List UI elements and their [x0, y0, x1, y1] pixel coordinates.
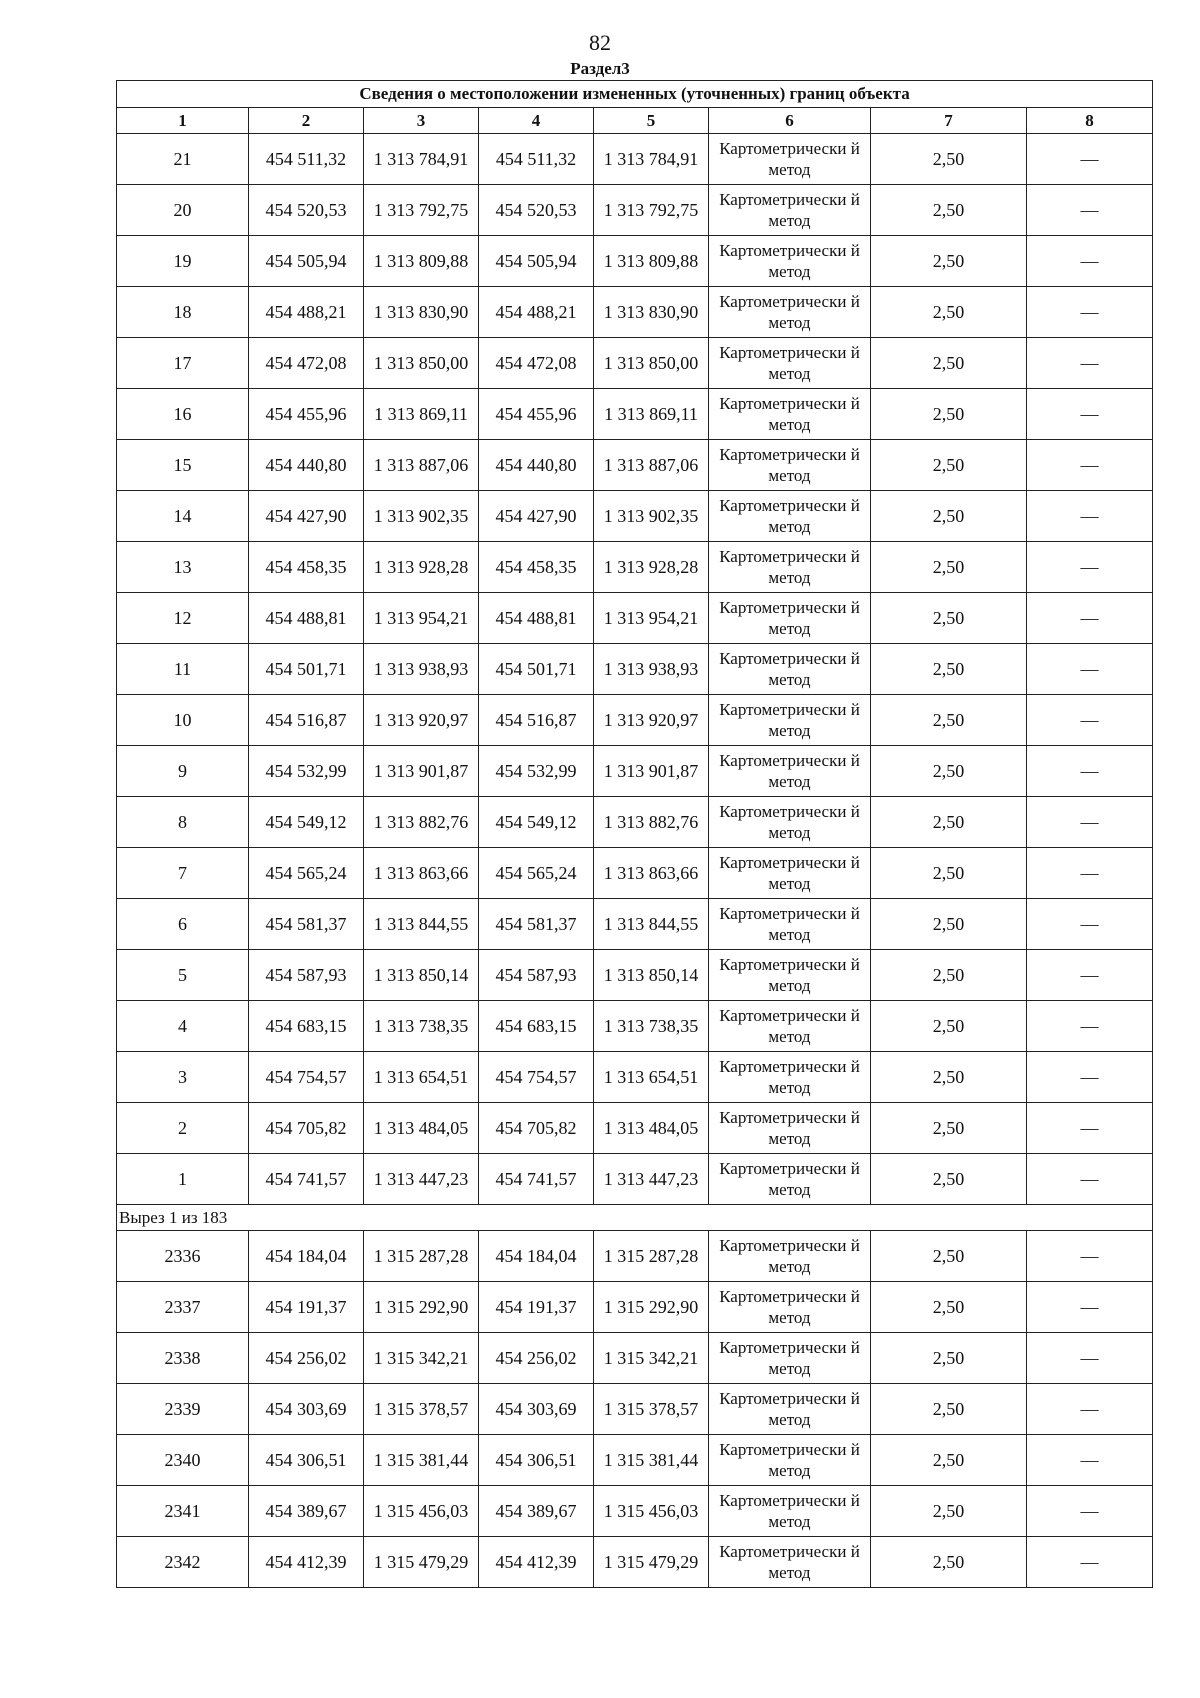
y-existing-cell: 1 313 902,35	[364, 491, 479, 542]
x-refined-cell: 454 705,82	[479, 1103, 594, 1154]
x-existing-cell: 454 520,53	[249, 185, 364, 236]
point-number-cell: 15	[117, 440, 249, 491]
point-number-cell: 2340	[117, 1435, 249, 1486]
method-cell: Картометрически й метод	[709, 1282, 871, 1333]
y-existing-cell: 1 313 830,90	[364, 287, 479, 338]
x-existing-cell: 454 505,94	[249, 236, 364, 287]
accuracy-cell: 2,50	[871, 491, 1027, 542]
x-existing-cell: 454 303,69	[249, 1384, 364, 1435]
y-existing-cell: 1 313 654,51	[364, 1052, 479, 1103]
x-existing-cell: 454 501,71	[249, 644, 364, 695]
page-number: 82	[589, 30, 611, 55]
accuracy-cell: 2,50	[871, 338, 1027, 389]
accuracy-cell: 2,50	[871, 1231, 1027, 1282]
y-refined-cell: 1 313 850,14	[594, 950, 709, 1001]
contour-subheading-row	[117, 1205, 1153, 1231]
x-existing-cell: 454 440,80	[249, 440, 364, 491]
description-cell: —	[1027, 1282, 1153, 1333]
y-refined-cell: 1 313 654,51	[594, 1052, 709, 1103]
point-number-cell: 12	[117, 593, 249, 644]
y-refined-cell: 1 313 920,97	[594, 695, 709, 746]
x-existing-cell: 454 587,93	[249, 950, 364, 1001]
point-number-cell: 6	[117, 899, 249, 950]
method-cell: Картометрически й метод	[709, 134, 871, 185]
accuracy-cell: 2,50	[871, 950, 1027, 1001]
y-existing-cell: 1 313 882,76	[364, 797, 479, 848]
point-number-cell: 5	[117, 950, 249, 1001]
point-number-cell: 9	[117, 746, 249, 797]
y-refined-cell: 1 313 882,76	[594, 797, 709, 848]
x-refined-cell: 454 191,37	[479, 1282, 594, 1333]
description-cell: —	[1027, 797, 1153, 848]
accuracy-cell: 2,50	[871, 746, 1027, 797]
table-row	[117, 848, 1153, 899]
table-row	[117, 389, 1153, 440]
x-refined-cell: 454 501,71	[479, 644, 594, 695]
y-existing-cell: 1 315 287,28	[364, 1231, 479, 1282]
description-cell: —	[1027, 695, 1153, 746]
y-refined-cell: 1 315 381,44	[594, 1435, 709, 1486]
description-cell: —	[1027, 440, 1153, 491]
x-refined-cell: 454 389,67	[479, 1486, 594, 1537]
point-number-cell: 10	[117, 695, 249, 746]
point-number-cell: 2341	[117, 1486, 249, 1537]
y-existing-cell: 1 313 954,21	[364, 593, 479, 644]
method-cell: Картометрически й метод	[709, 440, 871, 491]
point-number-cell: 19	[117, 236, 249, 287]
description-cell: —	[1027, 134, 1153, 185]
accuracy-cell: 2,50	[871, 1333, 1027, 1384]
point-number-cell: 8	[117, 797, 249, 848]
point-number-cell: 14	[117, 491, 249, 542]
accuracy-cell: 2,50	[871, 389, 1027, 440]
accuracy-cell: 2,50	[871, 1486, 1027, 1537]
y-existing-cell: 1 313 809,88	[364, 236, 479, 287]
accuracy-cell: 2,50	[871, 1537, 1027, 1588]
table-row	[117, 593, 1153, 644]
method-cell: Картометрически й метод	[709, 185, 871, 236]
table-caption-row	[117, 81, 1153, 108]
x-refined-cell: 454 683,15	[479, 1001, 594, 1052]
y-refined-cell: 1 313 902,35	[594, 491, 709, 542]
method-cell: Картометрически й метод	[709, 593, 871, 644]
table-row	[117, 1231, 1153, 1282]
method-cell: Картометрически й метод	[709, 1384, 871, 1435]
y-refined-cell: 1 313 830,90	[594, 287, 709, 338]
column-number-header: 7	[871, 108, 1027, 134]
x-refined-cell: 454 455,96	[479, 389, 594, 440]
column-number-header: 2	[249, 108, 364, 134]
y-existing-cell: 1 315 479,29	[364, 1537, 479, 1588]
accuracy-cell: 2,50	[871, 185, 1027, 236]
x-existing-cell: 454 458,35	[249, 542, 364, 593]
x-existing-cell: 454 754,57	[249, 1052, 364, 1103]
table-row	[117, 1333, 1153, 1384]
x-refined-cell: 454 741,57	[479, 1154, 594, 1205]
y-refined-cell: 1 313 738,35	[594, 1001, 709, 1052]
contour-subheading: Вырез 1 из 183	[117, 1205, 1153, 1231]
accuracy-cell: 2,50	[871, 236, 1027, 287]
description-cell: —	[1027, 1154, 1153, 1205]
point-number-cell: 2339	[117, 1384, 249, 1435]
y-existing-cell: 1 313 863,66	[364, 848, 479, 899]
description-cell: —	[1027, 389, 1153, 440]
accuracy-cell: 2,50	[871, 542, 1027, 593]
y-refined-cell: 1 313 954,21	[594, 593, 709, 644]
column-number-header: 6	[709, 108, 871, 134]
table-row	[117, 1435, 1153, 1486]
description-cell: —	[1027, 1537, 1153, 1588]
description-cell: —	[1027, 338, 1153, 389]
y-refined-cell: 1 315 479,29	[594, 1537, 709, 1588]
y-existing-cell: 1 313 887,06	[364, 440, 479, 491]
x-existing-cell: 454 683,15	[249, 1001, 364, 1052]
x-refined-cell: 454 184,04	[479, 1231, 594, 1282]
description-cell: —	[1027, 1052, 1153, 1103]
x-existing-cell: 454 256,02	[249, 1333, 364, 1384]
x-existing-cell: 454 705,82	[249, 1103, 364, 1154]
y-existing-cell: 1 315 381,44	[364, 1435, 479, 1486]
point-number-cell: 1	[117, 1154, 249, 1205]
column-number-header: 5	[594, 108, 709, 134]
accuracy-cell: 2,50	[871, 644, 1027, 695]
point-number-cell: 2	[117, 1103, 249, 1154]
y-refined-cell: 1 313 809,88	[594, 236, 709, 287]
x-refined-cell: 454 505,94	[479, 236, 594, 287]
accuracy-cell: 2,50	[871, 1154, 1027, 1205]
x-existing-cell: 454 488,21	[249, 287, 364, 338]
x-refined-cell: 454 306,51	[479, 1435, 594, 1486]
y-existing-cell: 1 313 938,93	[364, 644, 479, 695]
x-existing-cell: 454 191,37	[249, 1282, 364, 1333]
accuracy-cell: 2,50	[871, 134, 1027, 185]
x-refined-cell: 454 754,57	[479, 1052, 594, 1103]
method-cell: Картометрически й метод	[709, 1231, 871, 1282]
point-number-cell: 17	[117, 338, 249, 389]
method-cell: Картометрически й метод	[709, 1001, 871, 1052]
table-row	[117, 1103, 1153, 1154]
table-row	[117, 287, 1153, 338]
method-cell: Картометрически й метод	[709, 1333, 871, 1384]
y-refined-cell: 1 313 928,28	[594, 542, 709, 593]
y-existing-cell: 1 313 792,75	[364, 185, 479, 236]
y-refined-cell: 1 315 378,57	[594, 1384, 709, 1435]
y-refined-cell: 1 315 287,28	[594, 1231, 709, 1282]
accuracy-cell: 2,50	[871, 1384, 1027, 1435]
y-refined-cell: 1 313 938,93	[594, 644, 709, 695]
point-number-cell: 20	[117, 185, 249, 236]
x-refined-cell: 454 516,87	[479, 695, 594, 746]
accuracy-cell: 2,50	[871, 797, 1027, 848]
x-refined-cell: 454 520,53	[479, 185, 594, 236]
y-refined-cell: 1 313 887,06	[594, 440, 709, 491]
table-row	[117, 236, 1153, 287]
description-cell: —	[1027, 899, 1153, 950]
method-cell: Картометрически й метод	[709, 848, 871, 899]
x-refined-cell: 454 488,21	[479, 287, 594, 338]
x-refined-cell: 454 581,37	[479, 899, 594, 950]
method-cell: Картометрически й метод	[709, 1103, 871, 1154]
y-refined-cell: 1 313 869,11	[594, 389, 709, 440]
description-cell: —	[1027, 1435, 1153, 1486]
point-number-cell: 16	[117, 389, 249, 440]
x-refined-cell: 454 256,02	[479, 1333, 594, 1384]
y-existing-cell: 1 313 850,00	[364, 338, 479, 389]
y-existing-cell: 1 313 850,14	[364, 950, 479, 1001]
method-cell: Картометрически й метод	[709, 695, 871, 746]
method-cell: Картометрически й метод	[709, 338, 871, 389]
x-refined-cell: 454 511,32	[479, 134, 594, 185]
x-existing-cell: 454 511,32	[249, 134, 364, 185]
x-existing-cell: 454 472,08	[249, 338, 364, 389]
y-refined-cell: 1 315 456,03	[594, 1486, 709, 1537]
table-row	[117, 440, 1153, 491]
point-number-cell: 4	[117, 1001, 249, 1052]
y-refined-cell: 1 313 447,23	[594, 1154, 709, 1205]
x-refined-cell: 454 532,99	[479, 746, 594, 797]
table-row	[117, 644, 1153, 695]
point-number-cell: 3	[117, 1052, 249, 1103]
table-row	[117, 185, 1153, 236]
x-refined-cell: 454 303,69	[479, 1384, 594, 1435]
table-body	[117, 134, 1153, 1588]
x-existing-cell: 454 427,90	[249, 491, 364, 542]
point-number-cell: 2336	[117, 1231, 249, 1282]
x-existing-cell: 454 488,81	[249, 593, 364, 644]
accuracy-cell: 2,50	[871, 1052, 1027, 1103]
y-existing-cell: 1 313 928,28	[364, 542, 479, 593]
point-number-cell: 2342	[117, 1537, 249, 1588]
x-refined-cell: 454 427,90	[479, 491, 594, 542]
y-refined-cell: 1 313 484,05	[594, 1103, 709, 1154]
column-number-header: 3	[364, 108, 479, 134]
description-cell: —	[1027, 185, 1153, 236]
table-row	[117, 695, 1153, 746]
accuracy-cell: 2,50	[871, 1001, 1027, 1052]
method-cell: Картометрически й метод	[709, 236, 871, 287]
y-refined-cell: 1 315 342,21	[594, 1333, 709, 1384]
x-refined-cell: 454 587,93	[479, 950, 594, 1001]
accuracy-cell: 2,50	[871, 848, 1027, 899]
y-refined-cell: 1 313 901,87	[594, 746, 709, 797]
x-existing-cell: 454 741,57	[249, 1154, 364, 1205]
method-cell: Картометрически й метод	[709, 1052, 871, 1103]
x-refined-cell: 454 488,81	[479, 593, 594, 644]
table-row	[117, 1384, 1153, 1435]
accuracy-cell: 2,50	[871, 1282, 1027, 1333]
x-refined-cell: 454 440,80	[479, 440, 594, 491]
table-row	[117, 542, 1153, 593]
table-row	[117, 797, 1153, 848]
description-cell: —	[1027, 644, 1153, 695]
table-row	[117, 899, 1153, 950]
point-number-cell: 21	[117, 134, 249, 185]
y-existing-cell: 1 313 844,55	[364, 899, 479, 950]
y-refined-cell: 1 315 292,90	[594, 1282, 709, 1333]
x-existing-cell: 454 532,99	[249, 746, 364, 797]
y-existing-cell: 1 313 784,91	[364, 134, 479, 185]
boundary-coordinates-table	[116, 80, 1153, 1588]
method-cell: Картометрически й метод	[709, 746, 871, 797]
description-cell: —	[1027, 1231, 1153, 1282]
description-cell: —	[1027, 746, 1153, 797]
description-cell: —	[1027, 1384, 1153, 1435]
y-refined-cell: 1 313 863,66	[594, 848, 709, 899]
method-cell: Картометрически й метод	[709, 950, 871, 1001]
x-existing-cell: 454 389,67	[249, 1486, 364, 1537]
y-existing-cell: 1 315 292,90	[364, 1282, 479, 1333]
point-number-cell: 13	[117, 542, 249, 593]
method-cell: Картометрически й метод	[709, 644, 871, 695]
table-row	[117, 491, 1153, 542]
y-existing-cell: 1 313 869,11	[364, 389, 479, 440]
point-number-cell: 7	[117, 848, 249, 899]
x-refined-cell: 454 458,35	[479, 542, 594, 593]
y-refined-cell: 1 313 850,00	[594, 338, 709, 389]
table-caption: Сведения о местоположении измененных (уточненных) границ объекта	[117, 81, 1153, 108]
method-cell: Картометрически й метод	[709, 491, 871, 542]
x-refined-cell: 454 412,39	[479, 1537, 594, 1588]
point-number-cell: 18	[117, 287, 249, 338]
y-existing-cell: 1 315 342,21	[364, 1333, 479, 1384]
table-row	[117, 338, 1153, 389]
method-cell: Картометрически й метод	[709, 1486, 871, 1537]
x-existing-cell: 454 306,51	[249, 1435, 364, 1486]
x-existing-cell: 454 412,39	[249, 1537, 364, 1588]
accuracy-cell: 2,50	[871, 593, 1027, 644]
description-cell: —	[1027, 542, 1153, 593]
description-cell: —	[1027, 1103, 1153, 1154]
accuracy-cell: 2,50	[871, 1435, 1027, 1486]
method-cell: Картометрически й метод	[709, 1154, 871, 1205]
column-number-header: 8	[1027, 108, 1153, 134]
description-cell: —	[1027, 1001, 1153, 1052]
method-cell: Картометрически й метод	[709, 389, 871, 440]
y-existing-cell: 1 313 738,35	[364, 1001, 479, 1052]
x-existing-cell: 454 184,04	[249, 1231, 364, 1282]
point-number-cell: 2338	[117, 1333, 249, 1384]
description-cell: —	[1027, 950, 1153, 1001]
table-row	[117, 1486, 1153, 1537]
table-row	[117, 1052, 1153, 1103]
x-existing-cell: 454 581,37	[249, 899, 364, 950]
method-cell: Картометрически й метод	[709, 797, 871, 848]
x-existing-cell: 454 565,24	[249, 848, 364, 899]
x-refined-cell: 454 565,24	[479, 848, 594, 899]
x-existing-cell: 454 516,87	[249, 695, 364, 746]
table-row	[117, 1537, 1153, 1588]
description-cell: —	[1027, 848, 1153, 899]
accuracy-cell: 2,50	[871, 695, 1027, 746]
table-row	[117, 134, 1153, 185]
method-cell: Картометрически й метод	[709, 287, 871, 338]
column-number-row	[117, 108, 1153, 134]
method-cell: Картометрически й метод	[709, 1435, 871, 1486]
y-refined-cell: 1 313 792,75	[594, 185, 709, 236]
accuracy-cell: 2,50	[871, 440, 1027, 491]
accuracy-cell: 2,50	[871, 287, 1027, 338]
x-refined-cell: 454 472,08	[479, 338, 594, 389]
point-number-cell: 11	[117, 644, 249, 695]
y-refined-cell: 1 313 844,55	[594, 899, 709, 950]
y-existing-cell: 1 313 447,23	[364, 1154, 479, 1205]
description-cell: —	[1027, 1333, 1153, 1384]
table-row	[117, 1282, 1153, 1333]
y-existing-cell: 1 313 920,97	[364, 695, 479, 746]
point-number-cell: 2337	[117, 1282, 249, 1333]
table-row	[117, 1154, 1153, 1205]
description-cell: —	[1027, 236, 1153, 287]
method-cell: Картометрически й метод	[709, 542, 871, 593]
y-existing-cell: 1 313 484,05	[364, 1103, 479, 1154]
table-row	[117, 746, 1153, 797]
y-existing-cell: 1 313 901,87	[364, 746, 479, 797]
description-cell: —	[1027, 287, 1153, 338]
x-existing-cell: 454 455,96	[249, 389, 364, 440]
x-refined-cell: 454 549,12	[479, 797, 594, 848]
accuracy-cell: 2,50	[871, 1103, 1027, 1154]
accuracy-cell: 2,50	[871, 899, 1027, 950]
description-cell: —	[1027, 1486, 1153, 1537]
method-cell: Картометрически й метод	[709, 899, 871, 950]
table-row	[117, 950, 1153, 1001]
table-row	[117, 1001, 1153, 1052]
description-cell: —	[1027, 593, 1153, 644]
x-existing-cell: 454 549,12	[249, 797, 364, 848]
y-refined-cell: 1 313 784,91	[594, 134, 709, 185]
method-cell: Картометрически й метод	[709, 1537, 871, 1588]
y-existing-cell: 1 315 378,57	[364, 1384, 479, 1435]
column-number-header: 1	[117, 108, 249, 134]
section-title: Раздел3	[570, 59, 630, 78]
y-existing-cell: 1 315 456,03	[364, 1486, 479, 1537]
column-number-header: 4	[479, 108, 594, 134]
description-cell: —	[1027, 491, 1153, 542]
